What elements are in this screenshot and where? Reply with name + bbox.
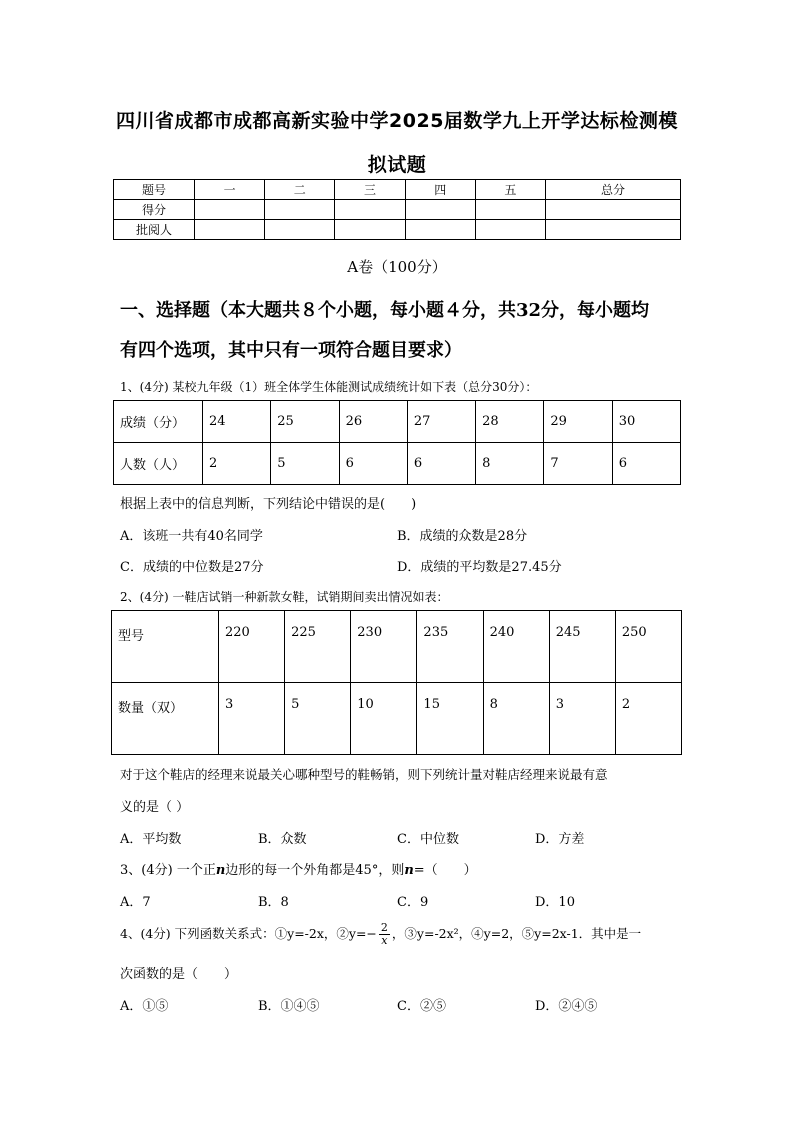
q3-var-n: n [215, 863, 226, 878]
q1-prompt: 根据上表中的信息判断，下列结论中错误的是( ) [120, 497, 417, 512]
q3-stem-b: 边形的每一个外角都是45°，则 [225, 863, 405, 878]
q2-table-row [112, 683, 682, 755]
q2-option-d[interactable]: D．方差 [535, 832, 585, 847]
q2-cell: 230 [351, 611, 417, 683]
score-header-cell: 五 [475, 180, 545, 200]
q1-cell: 6 [339, 443, 407, 485]
q2-cell: 8 [483, 683, 549, 755]
q1-cell: 28 [476, 401, 544, 443]
page-title-cont: 拟试题 [367, 154, 427, 176]
volume-heading: A卷（100分） [347, 258, 447, 276]
score-row-label: 得分 [114, 200, 195, 220]
q3-var-n2: n [404, 863, 414, 878]
grader-row-label: 批阅人 [114, 220, 195, 240]
q1-option-c[interactable]: C．成绩的中位数是27分 [120, 560, 264, 575]
q4-option-d[interactable]: D．②④⑤ [535, 999, 598, 1014]
q2-cell: 10 [351, 683, 417, 755]
q1-cell: 24 [203, 401, 271, 443]
q3-option-a[interactable]: A．7 [120, 895, 151, 910]
q1-cell: 8 [476, 443, 544, 485]
score-header-cell: 二 [265, 180, 335, 200]
q1-option-b[interactable]: B．成绩的众数是28分 [397, 529, 528, 544]
q1-option-d[interactable]: D．成绩的平均数是27.45分 [397, 560, 562, 575]
grader-cell [546, 220, 681, 240]
q2-table [111, 610, 682, 755]
score-row [114, 200, 681, 220]
q2-option-a[interactable]: A．平均数 [120, 832, 182, 847]
q1-cell: 30 [612, 401, 680, 443]
q2-cell: 2 [615, 683, 681, 755]
grader-cell [265, 220, 335, 240]
q1-cell: 5 [271, 443, 339, 485]
q1-cell: 29 [544, 401, 612, 443]
q2-option-c[interactable]: C．中位数 [397, 832, 459, 847]
q1-cell: 成绩（分） [114, 401, 203, 443]
q2-cell: 数量（双） [112, 683, 219, 755]
q2-cell: 3 [549, 683, 615, 755]
q2-option-b[interactable]: B．众数 [258, 832, 307, 847]
q2-cell: 3 [219, 683, 285, 755]
score-cell [405, 200, 475, 220]
page-title: 四川省成都市成都高新实验中学2025届数学九上开学达标检测模 [116, 110, 678, 132]
score-cell [546, 200, 681, 220]
q1-cell: 人数（人） [114, 443, 203, 485]
q2-cell: 5 [285, 683, 351, 755]
q4-option-b[interactable]: B．①④⑤ [258, 999, 320, 1014]
q1-cell: 6 [407, 443, 475, 485]
section-heading-cont: 有四个选项，其中只有一项符合题目要求） [120, 340, 462, 361]
grader-cell [335, 220, 405, 240]
q1-cell: 25 [271, 401, 339, 443]
q2-cell: 220 [219, 611, 285, 683]
q4-option-c[interactable]: C．②⑤ [397, 999, 446, 1014]
grader-row [114, 220, 681, 240]
grader-cell [475, 220, 545, 240]
q3-stem-a: 3、(4分) 一个正 [120, 863, 216, 878]
q3-option-c[interactable]: C．9 [397, 895, 429, 910]
score-table [113, 179, 681, 240]
q1-option-a[interactable]: A．该班一共有40名同学 [120, 529, 263, 544]
q3-stem-c: =（ ） [413, 863, 477, 878]
score-cell [335, 200, 405, 220]
q2-cell: 240 [483, 611, 549, 683]
q4-stem-cont: 次函数的是（ ） [120, 967, 238, 982]
q2-cell: 250 [615, 611, 681, 683]
q2-cell: 225 [285, 611, 351, 683]
q1-table [113, 400, 681, 485]
q4-stem-a: 4、(4分) 下列函数关系式：①y=-2x，②y=− [120, 926, 377, 941]
q1-cell: 6 [612, 443, 680, 485]
q1-table-row [114, 443, 681, 485]
section-heading: 一、选择题（本大题共８个小题，每小题４分，共32分，每小题均 [120, 300, 650, 321]
score-header-row [114, 180, 681, 200]
q1-cell: 26 [339, 401, 407, 443]
score-cell [195, 200, 265, 220]
score-cell [475, 200, 545, 220]
q4-fraction [379, 922, 390, 947]
q1-stem: 1、(4分) 某校九年级（1）班全体学生体能测试成绩统计如下表（总分30分）： [120, 380, 538, 394]
q2-prompt: 对于这个鞋店的经理来说最关心哪种型号的鞋畅销，则下列统计量对鞋店经理来说最有意 [120, 767, 608, 782]
q1-cell: 27 [407, 401, 475, 443]
score-header-cell: 总分 [546, 180, 681, 200]
q2-cell: 235 [417, 611, 483, 683]
q2-cell: 245 [549, 611, 615, 683]
score-header-cell: 三 [335, 180, 405, 200]
q1-cell: 7 [544, 443, 612, 485]
q3-stem [120, 859, 477, 878]
q2-cell: 15 [417, 683, 483, 755]
q2-table-row [112, 611, 682, 683]
q3-option-b[interactable]: B．8 [258, 895, 289, 910]
q2-prompt-cont: 义的是（ ） [120, 800, 190, 815]
q4-stem [120, 922, 641, 947]
q4-frac-den: x [381, 934, 388, 947]
q3-option-d[interactable]: D．10 [535, 895, 575, 910]
grader-cell [405, 220, 475, 240]
score-cell [265, 200, 335, 220]
q4-stem-b: ，③y=-2x²，④y=2，⑤y=2x-1．其中是一 [391, 926, 642, 941]
q1-table-row [114, 401, 681, 443]
score-header-cell: 题号 [114, 180, 195, 200]
grader-cell [195, 220, 265, 240]
q1-cell: 2 [203, 443, 271, 485]
q4-option-a[interactable]: A．①⑤ [120, 999, 169, 1014]
score-header-cell: 四 [405, 180, 475, 200]
q2-stem: 2、(4分) 一鞋店试销一种新款女鞋，试销期间卖出情况如表： [120, 590, 449, 604]
q4-frac-num: 2 [380, 921, 388, 934]
q2-cell: 型号 [112, 611, 219, 683]
score-header-cell: 一 [195, 180, 265, 200]
